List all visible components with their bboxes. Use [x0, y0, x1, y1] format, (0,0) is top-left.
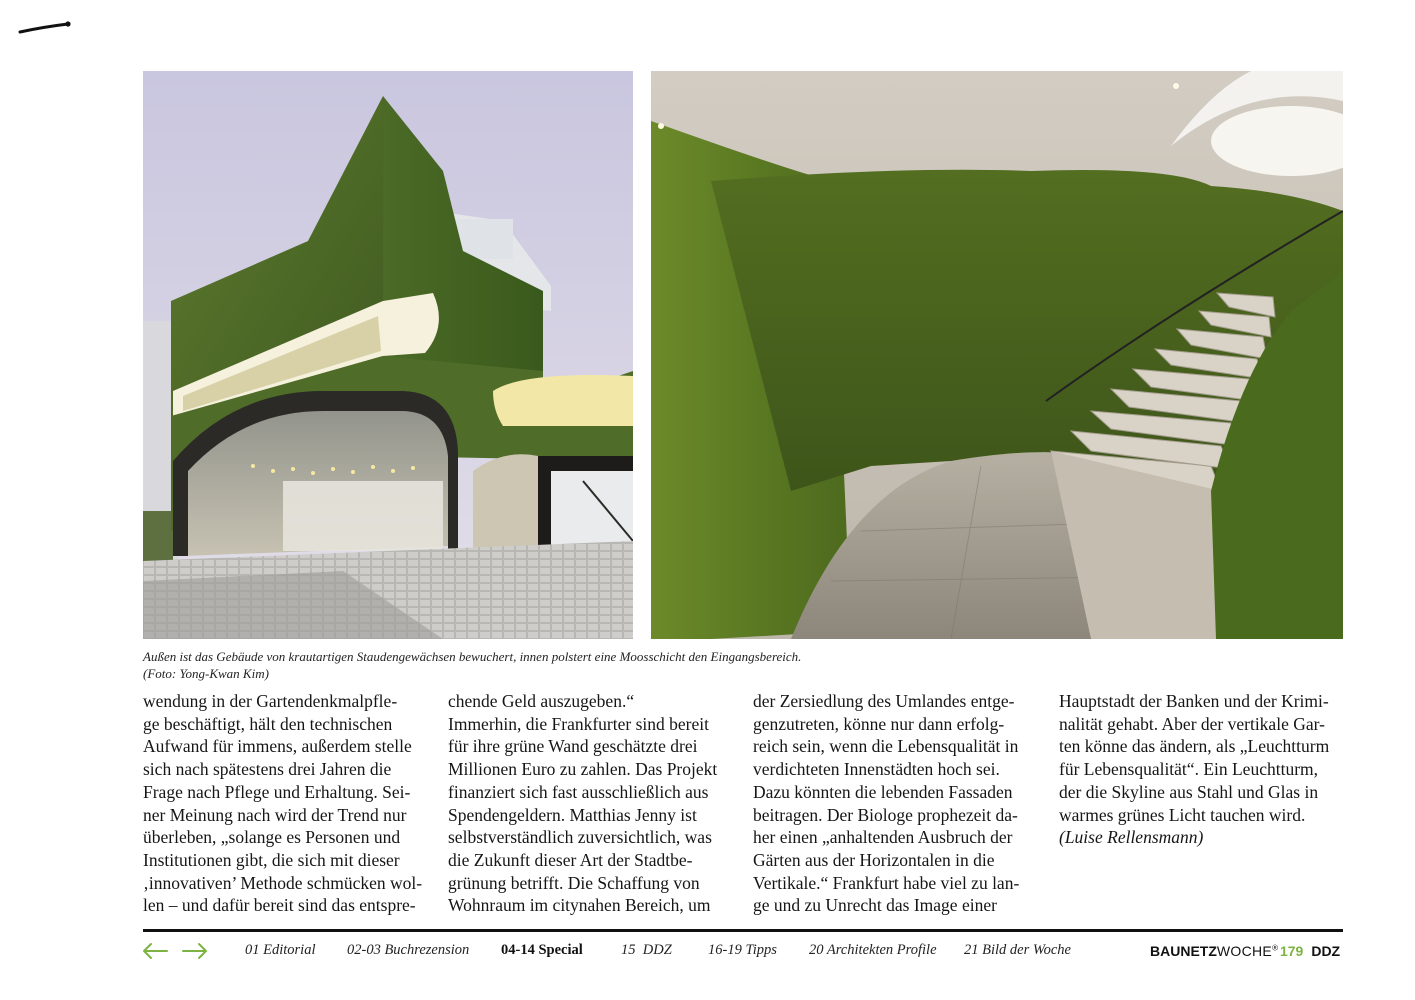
pen-stroke-mark — [18, 18, 72, 38]
text-line: Millionen Euro zu zahlen. Das Projekt — [448, 759, 718, 780]
text-line: für Lebensqualität“. Ein Leuchtturm, — [1059, 759, 1319, 780]
text-line: sich nach spätestens drei Jahren die — [143, 759, 392, 780]
text-line: der Zersiedlung des Umlandes entge- — [753, 691, 1015, 711]
text-line: genzutreten, könne nur dann erfolg- — [753, 713, 1005, 734]
text-line: chende Geld auszugeben.“ — [448, 691, 635, 711]
text-line: verdichteten Innenstädten hoch sei. — [753, 759, 1000, 780]
text-line: ge beschäftigt, hält den technischen — [143, 713, 393, 734]
text-line: Aufwand für immens, außerdem stelle — [143, 736, 412, 757]
text-line: Gärten aus der Horizontalen in die — [753, 849, 995, 870]
nav-tipps[interactable]: 16-19 Tipps — [708, 942, 777, 958]
text-line: ner Meinung nach wird der Trend nur — [143, 804, 407, 825]
text-line: reich sein, wenn die Lebensqualität in — [753, 736, 1019, 757]
article-column-3 — [753, 690, 1043, 917]
text-line: selbstverständlich zuversichtlich, was — [448, 827, 712, 848]
text-line: die Zukunft dieser Art der Stadtbe- — [448, 849, 693, 870]
article-column-1 — [143, 690, 433, 917]
photo-moss-entrance — [651, 71, 1343, 639]
article-column-4 — [1059, 690, 1349, 849]
text-line: ten könne das ändern, als „Leuchtturm — [1059, 736, 1330, 757]
nav-architekten-profile[interactable]: 20 Architekten Profile — [809, 942, 937, 958]
footer-nav — [0, 938, 1415, 964]
text-line: her einen „anhaltenden Ausbruch der — [753, 827, 1013, 848]
author-credit: (Luise Rellensmann) — [1059, 827, 1204, 848]
article-column-2 — [448, 690, 738, 917]
text-line: Wohnraum im citynahen Bereich, um — [448, 895, 711, 916]
text-line: warmes grünes Licht tauchen wird. — [1059, 804, 1306, 825]
text-line: finanziert sich fast ausschließlich aus — [448, 781, 709, 802]
nav-editorial[interactable]: 01 Editorial — [245, 942, 316, 958]
issue-number: 179 — [1279, 943, 1304, 959]
nav-special[interactable]: 04-14 Special — [501, 942, 583, 958]
photo-building-exterior — [143, 71, 633, 639]
nav-bild-der-woche[interactable]: 21 Bild der Woche — [964, 942, 1071, 958]
text-line: nalität gehabt. Aber der vertikale Gar- — [1059, 713, 1325, 734]
text-line: Hauptstadt der Banken und der Krimi- — [1059, 691, 1329, 711]
text-line: Spendengeldern. Matthias Jenny ist — [448, 804, 697, 825]
caption-credit: (Foto: Yong-Kwan Kim) — [143, 666, 269, 681]
arrow-left-icon[interactable] — [140, 940, 170, 962]
photo-caption — [143, 648, 1343, 682]
nav-buchrezension[interactable]: 02-03 Buchrezension — [347, 942, 470, 958]
arrow-right-icon[interactable] — [180, 940, 210, 962]
text-line: grünung betrifft. Die Schaffung von — [448, 872, 700, 893]
nav-ddz[interactable]: 15 DDZ — [621, 942, 672, 958]
text-line: Vertikale.“ Frankfurt habe viel zu lan- — [753, 872, 1020, 893]
text-line: len – und dafür bereit sind das entspre- — [143, 895, 416, 916]
caption-text: Außen ist das Gebäude von krautartigen Staudengewächsen bewuchert, innen polstert eine Moosschicht den Eingangsbereich. — [143, 649, 802, 664]
text-line: für ihre grüne Wand geschätzte drei — [448, 736, 698, 757]
baunetzwoche-logo[interactable]: BAUNETZWOCHE® 179 DDZ — [1150, 943, 1341, 959]
text-line: beitragen. Der Biologe prophezeit da- — [753, 804, 1018, 825]
text-line: Dazu könnten die lebenden Fassaden — [753, 781, 1013, 802]
text-line: Frage nach Pflege und Erhaltung. Sei- — [143, 781, 411, 802]
text-line: ge und zu Unrecht das Image einer — [753, 895, 997, 916]
text-line: Institutionen gibt, die sich mit dieser — [143, 849, 400, 870]
footer-divider — [143, 929, 1343, 932]
text-line: wendung in der Gartendenkmalpfle- — [143, 691, 398, 711]
text-line: Immerhin, die Frankfurter sind bereit — [448, 713, 709, 734]
section-tag: DDZ — [1311, 943, 1341, 959]
text-line: der die Skyline aus Stahl und Glas in — [1059, 781, 1319, 802]
text-line: ‚innovativen’ Methode schmücken wol- — [143, 872, 423, 893]
text-line: überleben, „solange es Personen und — [143, 827, 401, 848]
